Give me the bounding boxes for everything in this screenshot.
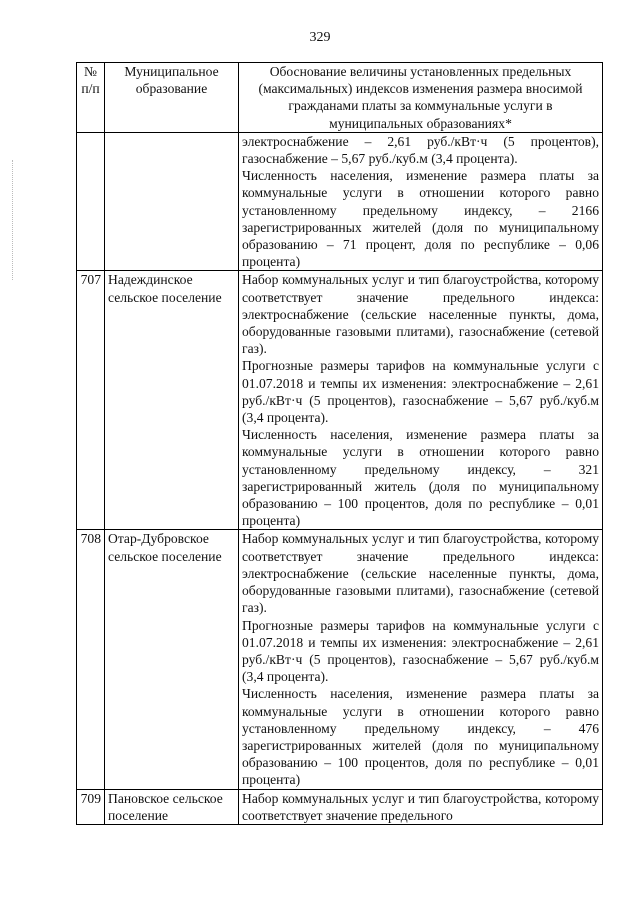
paragraph-services: Набор коммунальных услуг и тип благоустройства, которому соответствует значение предельного индекса: электроснабжение (сельские населенные пункты, дома, оборудованные газовыми плитами), газоснабжение (сетевой газ). <box>242 272 599 357</box>
table-row <box>77 530 603 789</box>
justification-cell <box>239 789 603 824</box>
tariff-table <box>76 62 603 825</box>
paragraph-population: Численность населения, изменение размера платы за коммунальные услуги в отношении которого равно установленному предельному индексу, – 476 зарегистрированных жителей (доля по муниципальному образованию – 100 процентов, доля по республике – 0,01 процента) <box>242 686 599 788</box>
header-municipality: Муниципальное образование <box>105 63 239 133</box>
paragraph-services: Набор коммунальных услуг и тип благоустройства, которому соответствует значение предельного <box>242 790 599 823</box>
paragraph-tariffs: Прогнозные размеры тарифов на коммунальные услуги с 01.07.2018 и темпы их изменения: электроснабжение – 2,61 руб./кВт·ч (5 процентов), газоснабжение – 5,67 руб./куб.м (3,4 процента). <box>242 358 599 426</box>
header-num: № п/п <box>77 63 105 133</box>
justification-cell <box>239 530 603 789</box>
municipality-name: Надеждинское сельское поселение <box>105 271 239 530</box>
municipality-name: Пановское сельское поселение <box>105 789 239 824</box>
header-justification: Обоснование величины установленных предельных (максимальных) индексов изменения размера вносимой гражданами платы за коммунальные услуги в муниципальных образованиях* <box>239 63 603 133</box>
page-number: 329 <box>309 30 331 45</box>
paragraph-population: Численность населения, изменение размера платы за коммунальные услуги в отношении которого равно установленному предельному индексу, – 2166 зарегистрированных жителей (доля по муниципальному образованию – 71 процент, доля по республике – 0,06 процента) <box>242 168 599 270</box>
binding-margin-mark <box>12 160 14 280</box>
municipality-name: Отар-Дубровское сельское поселение <box>105 530 239 789</box>
paragraph-services: Набор коммунальных услуг и тип благоустройства, которому соответствует значение предельного индекса: электроснабжение (сельские населенные пункты, дома, оборудованные газовыми плитами), газоснабжение (сетевой газ). <box>242 531 599 616</box>
table-row <box>77 271 603 530</box>
justification-cell <box>239 132 603 271</box>
table-header-row <box>77 63 603 133</box>
table-row <box>77 789 603 824</box>
row-number: 707 <box>77 271 105 530</box>
paragraph-population: Численность населения, изменение размера платы за коммунальные услуги в отношении которого равно установленному предельному индексу, – 321 зарегистрированный житель (доля по муниципальному образованию – 100 процентов, доля по республике – 0,01 процента) <box>242 427 599 529</box>
municipality-name <box>105 132 239 271</box>
row-number: 708 <box>77 530 105 789</box>
table-row <box>77 132 603 271</box>
paragraph-tariffs: Прогнозные размеры тарифов на коммунальные услуги с 01.07.2018 и темпы их изменения: электроснабжение – 2,61 руб./кВт·ч (5 процентов), газоснабжение – 5,67 руб./куб.м (3,4 процента). <box>242 617 599 685</box>
row-number: 709 <box>77 789 105 824</box>
paragraph-tariffs: электроснабжение – 2,61 руб./кВт·ч (5 процентов), газоснабжение – 5,67 руб./куб.м (3,4 процента). <box>242 133 599 167</box>
justification-cell <box>239 271 603 530</box>
row-number <box>77 132 105 271</box>
